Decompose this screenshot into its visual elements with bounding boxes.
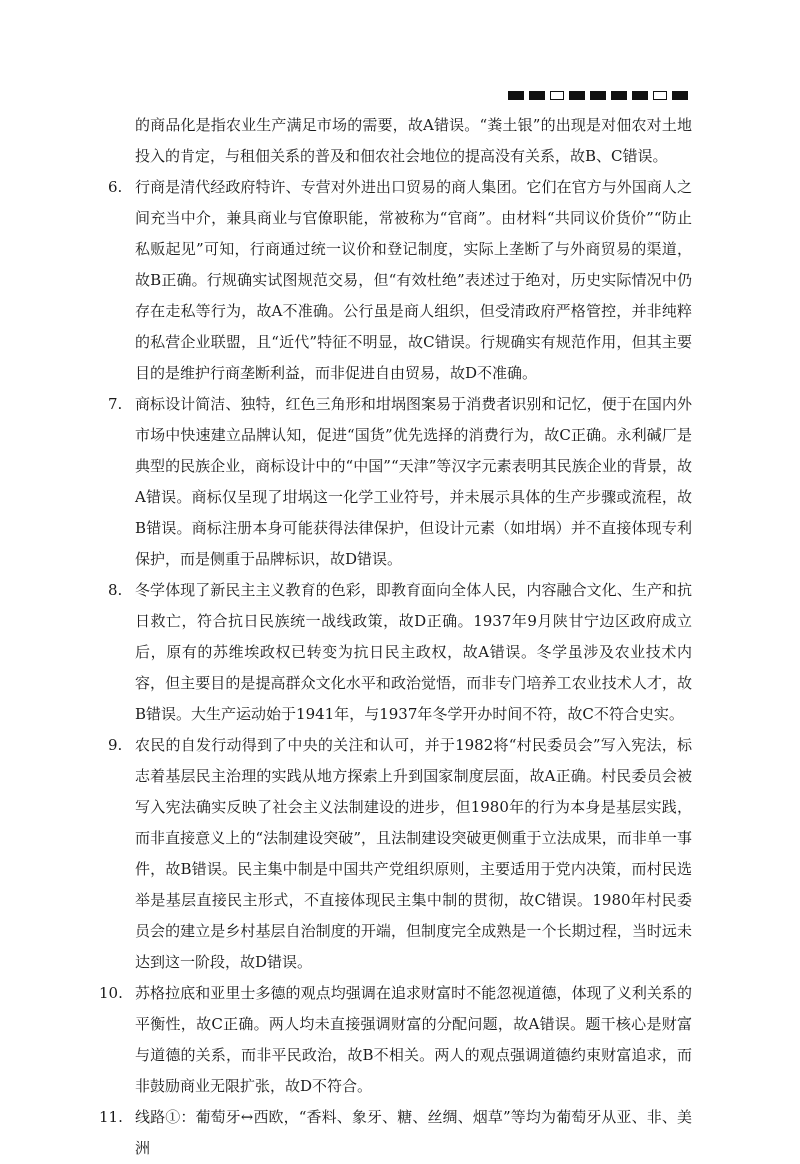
header-block-mark [508, 89, 688, 101]
item-text: 农民的自发行动得到了中央的关注和认可，并于1982将“村民委员会”写入宪法，标志着基层民主治理的实践从地方探索上升到国家制度层面，故A正确。村民委员会被写入宪法确实反映了社会主义法制建设的进步，但1980年的行为本身是基层实践，而非直接意义上的“法制建设突破”，且法制建设突破更侧重于立法成果，而非单一事件，故B错误。民主集中制是中国共产党组织原则，主要适用于党内决策，而村民选举是基层直接民主形式，不直接体现民主集中制的贯彻，故C错误。1980年村民委员会的建立是乡村基层自治制度的开端，但制度完全成熟是一个长期过程，当时远未达到这一阶段，故D错误。 [135, 736, 692, 971]
item-text: 线路①：葡萄牙↔西欧，“香料、象牙、糖、丝绸、烟草”等均为葡萄牙从亚、非、美洲 [135, 1108, 692, 1157]
item-number: 8. [108, 581, 123, 599]
header-hollow-block-icon [653, 91, 667, 100]
item-number: 9. [108, 736, 123, 754]
answer-item-9 [108, 730, 692, 978]
item-number: 7. [108, 395, 123, 413]
header-hollow-block-icon [550, 91, 564, 100]
item-number: 6. [108, 178, 123, 196]
item-text: 冬学体现了新民主主义教育的色彩，即教育面向全体人民，内容融合文化、生产和抗日救亡，符合抗日民族统一战线政策，故D正确。1937年9月陕甘宁边区政府成立后，原有的苏维埃政权已转变为抗日民主政权，故A错误。冬学虽涉及农业技术内容，但主要目的是提高群众文化水平和政治觉悟，而非专门培养工农业技术人才，故B错误。大生产运动始于1941年，与1937年冬学开办时间不符，故C不符合史实。 [135, 581, 692, 723]
item-number: 10. [99, 984, 123, 1002]
header-block-icon [611, 91, 627, 100]
answer-item-10 [99, 978, 692, 1102]
header-block-icon [569, 91, 585, 100]
item-text: 商标设计简洁、独特，红色三角形和坩埚图案易于消费者识别和记忆，便于在国内外市场中快速建立品牌认知，促进“国货”优先选择的消费行为，故C正确。永利碱厂是典型的民族企业，商标设计中的“中国”“天津”等汉字元素表明其民族企业的背景，故A错误。商标仅呈现了坩埚这一化学工业符号，并未展示具体的生产步骤或流程，故B错误。商标注册本身可能获得法律保护，但设计元素（如坩埚）并不直接体现专利保护，而是侧重于品牌标识，故D错误。 [135, 395, 692, 568]
answer-item-6 [108, 172, 692, 389]
answer-item-8 [108, 575, 692, 730]
item-text: 苏格拉底和亚里士多德的观点均强调在追求财富时不能忽视道德，体现了义利关系的平衡性，故C正确。两人均未直接强调财富的分配问题，故A错误。题干核心是财富与道德的关系，而非平民政治，故B不相关。两人的观点强调道德约束财富追求，而非鼓励商业无限扩张，故D不符合。 [135, 984, 692, 1095]
item-text: 行商是清代经政府特许、专营对外进出口贸易的商人集团。它们在官方与外国商人之间充当中介，兼具商业与官僚职能，常被称为“官商”。由材料“共同议价货价”“防止私贩起见”可知，行商通过统一议价和登记制度，实际上垄断了与外商贸易的渠道，故B正确。行规确实试图规范交易，但“有效杜绝”表述过于绝对，历史实际情况中仍存在走私等行为，故A不准确。公行虽是商人组织，但受清政府严格管控，并非纯粹的私营企业联盟，且“近代”特征不明显，故C错误。行规确实有规范作用，但其主要目的是维护行商垄断利益，而非促进自由贸易，故D不准确。 [135, 178, 692, 382]
header-block-icon [632, 91, 648, 100]
item-number: 11. [99, 1108, 123, 1126]
header-block-icon [590, 91, 606, 100]
answer-item-7 [108, 389, 692, 575]
header-block-icon [508, 91, 524, 100]
header-block-icon [529, 91, 545, 100]
continuation-paragraph: 的商品化是指农业生产满足市场的需要，故A错误。“粪土银”的出现是对佃农对土地投入的肯定，与租佃关系的普及和佃农社会地位的提高没有关系，故B、C错误。 [135, 116, 692, 165]
answer-content [99, 110, 692, 1164]
answer-item-11 [99, 1102, 692, 1164]
header-block-icon [672, 91, 688, 100]
